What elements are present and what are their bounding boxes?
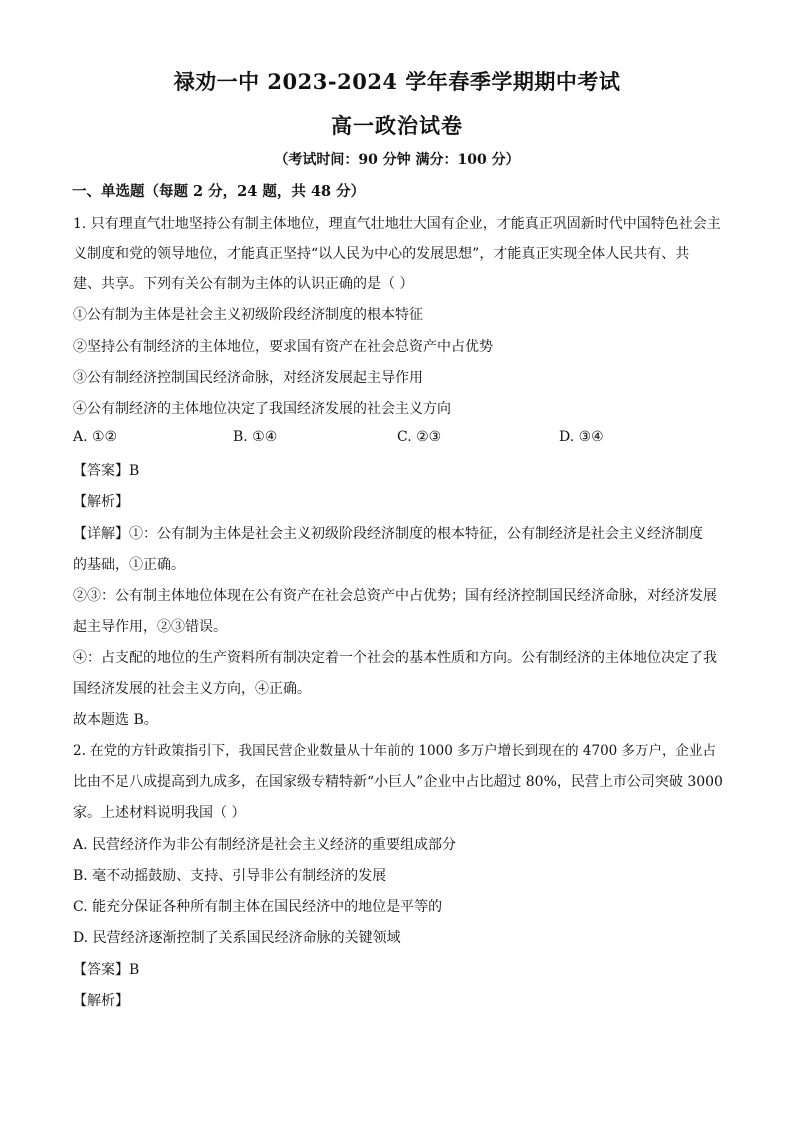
q2-stem-line: 家。上述材料说明我国（ ） (73, 805, 246, 821)
exam-subtitle: 高一政治试卷 (331, 113, 463, 138)
q2-analysis-label: 【解析】 (73, 993, 129, 1009)
q1-detail-line: 起主导作用，②③错误。 (73, 619, 227, 635)
q1-detail-line: 国经济发展的社会主义方向，④正确。 (73, 681, 311, 697)
q2-option-c: C. 能充分保证各种所有制主体在国民经济中的地位是平等的 (73, 899, 443, 915)
q1-statement: ④公有制经济的主体地位决定了我国经济发展的社会主义方向 (73, 401, 451, 417)
q1-detail-line: ②③：公有制主体地位体现在公有资产在社会总资产中占优势；国有经济控制国民经济命脉，对经济发展 (73, 588, 717, 604)
q1-options (73, 429, 633, 449)
q1-option-a: A. ①② (73, 429, 118, 445)
q1-statement: ③公有制经济控制国民经济命脉，对经济发展起主导作用 (73, 370, 423, 386)
q1-stem-line: 1. 只有理直气壮地坚持公有制主体地位，理直气壮地壮大国有企业，才能真正巩固新时代中国特色社会主 (73, 216, 721, 232)
q1-analysis-label: 【解析】 (73, 494, 129, 510)
q1-detail-line: 故本题选 B。 (73, 712, 158, 728)
q1-answer: 【答案】B (73, 463, 140, 479)
exam-title: 禄劝一中 2023-2024 学年春季学期期中考试 (173, 69, 621, 94)
q2-option-d: D. 民营经济逐渐控制了关系国民经济命脉的关键领域 (73, 930, 401, 946)
q2-option-a: A. 民营经济作为非公有制经济是社会主义经济的重要组成部分 (73, 837, 457, 853)
q2-answer: 【答案】B (73, 962, 140, 978)
q1-detail-line: 的基础，①正确。 (73, 557, 185, 573)
exam-info: （考试时间：90 分钟 满分：100 分） (274, 152, 520, 168)
section-heading: 一、单选题（每题 2 分，24 题，共 48 分） (72, 183, 366, 200)
q1-stem-line: 建、共享。下列有关公有制为主体的认识正确的是（ ） (73, 276, 414, 292)
q1-statement: ①公有制为主体是社会主义初级阶段经济制度的根本特征 (73, 307, 423, 323)
q2-stem-line: 2. 在党的方针政策指引下，我国民营企业数量从十年前的 1000 多万户增长到现在的 4700 多万户，企业占 (73, 743, 717, 759)
q1-stem-line: 义制度和党的领导地位，才能真正坚持“以人民为中心的发展思想”，才能真正实现全体人民共有、共 (73, 246, 690, 262)
q1-option-b: B. ①④ (233, 429, 278, 445)
q1-detail-line: 【详解】①：公有制为主体是社会主义初级阶段经济制度的根本特征，公有制经济是社会主义经济制度 (73, 526, 703, 542)
q2-option-b: B. 毫不动摇鼓励、支持、引导非公有制经济的发展 (73, 868, 387, 884)
q1-detail-line: ④：占支配的地位的生产资料所有制决定着一个社会的基本性质和方向。公有制经济的主体地位决定了我 (73, 650, 717, 666)
q2-stem-line: 比由不足八成提高到九成多，在国家级专精特新“小巨人”企业中占比超过 80%，民营上市公司突破 3000 (73, 774, 723, 790)
q1-option-d: D. ③④ (559, 429, 604, 445)
q1-option-c: C. ②③ (397, 429, 442, 445)
q1-statement: ②坚持公有制经济的主体地位，要求国有资产在社会总资产中占优势 (73, 339, 493, 355)
